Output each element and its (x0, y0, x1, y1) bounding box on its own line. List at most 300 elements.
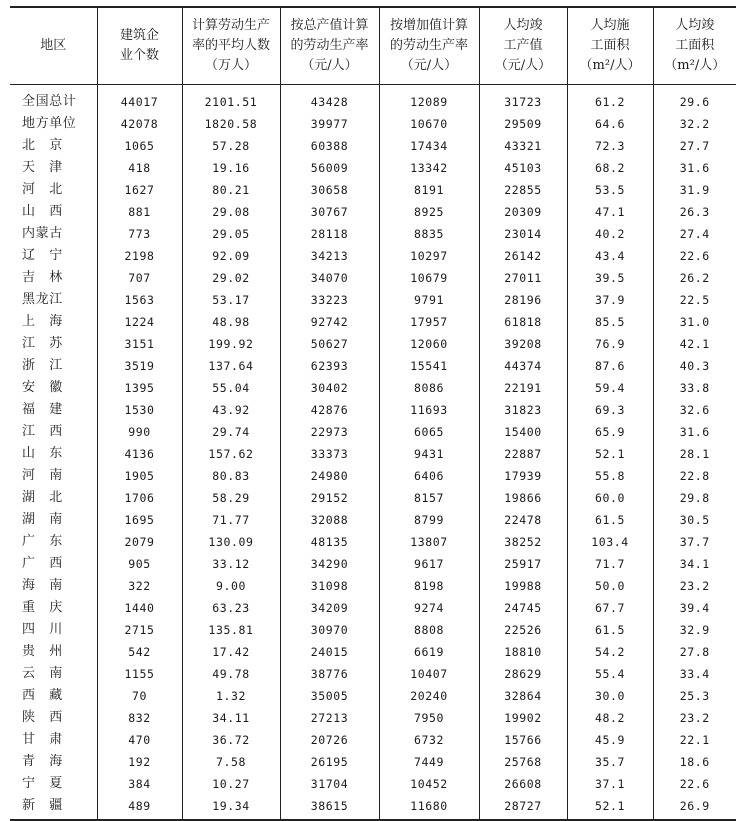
completed-output-cell: 15766 (479, 729, 567, 751)
construction-area-cell: 61.5 (567, 619, 653, 641)
construction-area-cell: 55.8 (567, 465, 653, 487)
region-cell: 湖 北 (22, 489, 63, 505)
avg-workers-cell: 137.64 (182, 355, 280, 377)
region-cell: 地方单位 (22, 115, 77, 131)
enterprise-count-cell: 384 (97, 773, 182, 795)
productivity-value-added-cell: 17957 (379, 311, 479, 333)
construction-area-cell: 47.1 (567, 201, 653, 223)
productivity-value-added-cell: 10407 (379, 663, 479, 685)
productivity-gross-cell: 34070 (280, 267, 379, 289)
productivity-gross-cell: 29152 (280, 487, 379, 509)
productivity-gross-cell: 32088 (280, 509, 379, 531)
table-row (10, 443, 736, 465)
construction-area-cell: 87.6 (567, 355, 653, 377)
completed-area-cell: 27.7 (653, 135, 736, 157)
productivity-gross-cell: 38615 (280, 795, 379, 820)
table-row (10, 113, 736, 135)
construction-area-cell: 103.4 (567, 531, 653, 553)
table-row (10, 553, 736, 575)
completed-output-cell: 25917 (479, 553, 567, 575)
completed-output-cell: 22855 (479, 179, 567, 201)
productivity-value-added-cell: 12089 (379, 84, 479, 113)
region-cell: 安 徽 (22, 379, 63, 395)
productivity-value-added-cell: 9274 (379, 597, 479, 619)
completed-area-cell: 18.6 (653, 751, 736, 773)
construction-area-cell: 54.2 (567, 641, 653, 663)
completed-output-cell: 17939 (479, 465, 567, 487)
completed-output-cell: 28629 (479, 663, 567, 685)
productivity-gross-cell: 24015 (280, 641, 379, 663)
enterprise-count-cell: 542 (97, 641, 182, 663)
construction-area-cell: 52.1 (567, 443, 653, 465)
completed-output-cell: 19902 (479, 707, 567, 729)
table-row (10, 179, 736, 201)
table-row (10, 157, 736, 179)
enterprise-count-cell: 1440 (97, 597, 182, 619)
enterprise-count-cell: 4136 (97, 443, 182, 465)
construction-area-cell: 30.0 (567, 685, 653, 707)
productivity-value-added-cell: 7449 (379, 751, 479, 773)
region-cell: 海 南 (22, 577, 63, 593)
header-completed-output-per-capita: 人均竣 工产值 （元/人） (479, 7, 567, 84)
completed-output-cell: 44374 (479, 355, 567, 377)
avg-workers-cell: 19.34 (182, 795, 280, 820)
productivity-value-added-cell: 8799 (379, 509, 479, 531)
table-row (10, 201, 736, 223)
region-cell: 上 海 (22, 313, 63, 329)
table-row (10, 795, 736, 820)
productivity-gross-cell: 34290 (280, 553, 379, 575)
completed-area-cell: 26.3 (653, 201, 736, 223)
construction-area-cell: 69.3 (567, 399, 653, 421)
region-cell: 广 东 (22, 533, 63, 549)
table-row (10, 773, 736, 795)
enterprise-count-cell: 905 (97, 553, 182, 575)
avg-workers-cell: 199.92 (182, 333, 280, 355)
productivity-value-added-cell: 9431 (379, 443, 479, 465)
avg-workers-cell: 135.81 (182, 619, 280, 641)
productivity-gross-cell: 31098 (280, 575, 379, 597)
productivity-value-added-cell: 6732 (379, 729, 479, 751)
region-cell: 江 西 (22, 423, 63, 439)
avg-workers-cell: 157.62 (182, 443, 280, 465)
avg-workers-cell: 80.21 (182, 179, 280, 201)
construction-area-cell: 37.1 (567, 773, 653, 795)
region-cell: 吉 林 (22, 269, 63, 285)
completed-output-cell: 15400 (479, 421, 567, 443)
enterprise-count-cell: 1695 (97, 509, 182, 531)
enterprise-count-cell: 418 (97, 157, 182, 179)
avg-workers-cell: 1820.58 (182, 113, 280, 135)
table-row (10, 487, 736, 509)
enterprise-count-cell: 470 (97, 729, 182, 751)
construction-area-cell: 55.4 (567, 663, 653, 685)
construction-area-cell: 39.5 (567, 267, 653, 289)
avg-workers-cell: 7.58 (182, 751, 280, 773)
table-row (10, 751, 736, 773)
productivity-gross-cell: 33373 (280, 443, 379, 465)
enterprise-count-cell: 1530 (97, 399, 182, 421)
productivity-value-added-cell: 10670 (379, 113, 479, 135)
productivity-gross-cell: 42876 (280, 399, 379, 421)
table-row (10, 597, 736, 619)
enterprise-count-cell: 1224 (97, 311, 182, 333)
completed-output-cell: 45103 (479, 157, 567, 179)
productivity-gross-cell: 30970 (280, 619, 379, 641)
enterprise-count-cell: 1065 (97, 135, 182, 157)
avg-workers-cell: 2101.51 (182, 84, 280, 113)
productivity-value-added-cell: 8157 (379, 487, 479, 509)
productivity-gross-cell: 56009 (280, 157, 379, 179)
construction-area-cell: 64.6 (567, 113, 653, 135)
productivity-gross-cell: 38776 (280, 663, 379, 685)
completed-area-cell: 22.8 (653, 465, 736, 487)
completed-area-cell: 22.6 (653, 245, 736, 267)
construction-area-cell: 48.2 (567, 707, 653, 729)
productivity-gross-cell: 50627 (280, 333, 379, 355)
avg-workers-cell: 48.98 (182, 311, 280, 333)
productivity-gross-cell: 30658 (280, 179, 379, 201)
table-row (10, 509, 736, 531)
completed-output-cell: 39208 (479, 333, 567, 355)
completed-output-cell: 31723 (479, 84, 567, 113)
enterprise-count-cell: 1706 (97, 487, 182, 509)
construction-area-cell: 40.2 (567, 223, 653, 245)
completed-output-cell: 43321 (479, 135, 567, 157)
enterprise-count-cell: 1627 (97, 179, 182, 201)
productivity-value-added-cell: 10679 (379, 267, 479, 289)
table-row (10, 465, 736, 487)
enterprise-count-cell: 70 (97, 685, 182, 707)
productivity-value-added-cell: 13807 (379, 531, 479, 553)
enterprise-count-cell: 1905 (97, 465, 182, 487)
region-cell: 甘 肃 (22, 731, 63, 747)
productivity-value-added-cell: 8086 (379, 377, 479, 399)
completed-area-cell: 26.9 (653, 795, 736, 820)
table-row (10, 84, 736, 113)
completed-area-cell: 31.6 (653, 157, 736, 179)
enterprise-count-cell: 832 (97, 707, 182, 729)
table-row (10, 289, 736, 311)
table-row (10, 685, 736, 707)
region-cell: 新 疆 (10, 795, 97, 820)
enterprise-count-cell: 773 (97, 223, 182, 245)
completed-output-cell: 22526 (479, 619, 567, 641)
enterprise-count-cell: 322 (97, 575, 182, 597)
enterprise-count-cell: 2198 (97, 245, 182, 267)
completed-area-cell: 32.2 (653, 113, 736, 135)
productivity-value-added-cell: 20240 (379, 685, 479, 707)
productivity-value-added-cell: 8191 (379, 179, 479, 201)
enterprise-count-cell: 990 (97, 421, 182, 443)
productivity-value-added-cell: 12060 (379, 333, 479, 355)
enterprise-count-cell: 3151 (97, 333, 182, 355)
table-row (10, 663, 736, 685)
completed-output-cell: 22887 (479, 443, 567, 465)
construction-area-cell: 61.5 (567, 509, 653, 531)
completed-area-cell: 29.6 (653, 84, 736, 113)
productivity-gross-cell: 24980 (280, 465, 379, 487)
productivity-gross-cell: 34209 (280, 597, 379, 619)
construction-area-cell: 45.9 (567, 729, 653, 751)
completed-output-cell: 20309 (479, 201, 567, 223)
avg-workers-cell: 92.09 (182, 245, 280, 267)
table-row (10, 421, 736, 443)
completed-output-cell: 28196 (479, 289, 567, 311)
productivity-value-added-cell: 9791 (379, 289, 479, 311)
region-cell: 云 南 (22, 665, 63, 681)
enterprise-count-cell: 707 (97, 267, 182, 289)
completed-output-cell: 19866 (479, 487, 567, 509)
productivity-value-added-cell: 11680 (379, 795, 479, 820)
completed-area-cell: 26.2 (653, 267, 736, 289)
table-body (10, 84, 736, 820)
enterprise-count-cell: 42078 (97, 113, 182, 135)
productivity-gross-cell: 22973 (280, 421, 379, 443)
construction-area-cell: 61.2 (567, 84, 653, 113)
completed-area-cell: 30.5 (653, 509, 736, 531)
region-cell: 河 南 (22, 467, 63, 483)
table-row (10, 729, 736, 751)
avg-workers-cell: 43.92 (182, 399, 280, 421)
table-row (10, 135, 736, 157)
construction-area-cell: 35.7 (567, 751, 653, 773)
avg-workers-cell: 34.11 (182, 707, 280, 729)
table-row (10, 267, 736, 289)
productivity-value-added-cell: 8198 (379, 575, 479, 597)
productivity-value-added-cell: 10452 (379, 773, 479, 795)
completed-output-cell: 29509 (479, 113, 567, 135)
completed-output-cell: 38252 (479, 531, 567, 553)
region-cell: 湖 南 (22, 511, 63, 527)
completed-output-cell: 22478 (479, 509, 567, 531)
enterprise-count-cell: 2079 (97, 531, 182, 553)
region-cell: 西 藏 (22, 687, 63, 703)
avg-workers-cell: 57.28 (182, 135, 280, 157)
completed-area-cell: 22.5 (653, 289, 736, 311)
productivity-value-added-cell: 6406 (379, 465, 479, 487)
completed-area-cell: 37.7 (653, 531, 736, 553)
region-cell: 河 北 (22, 181, 63, 197)
construction-area-cell: 53.5 (567, 179, 653, 201)
region-cell: 天 津 (22, 159, 63, 175)
completed-output-cell: 26142 (479, 245, 567, 267)
completed-area-cell: 31.6 (653, 421, 736, 443)
completed-area-cell: 31.0 (653, 311, 736, 333)
header-construction-area-per-capita: 人均施 工面积 （m²/人） (567, 7, 653, 84)
productivity-gross-cell: 34213 (280, 245, 379, 267)
construction-area-cell: 85.5 (567, 311, 653, 333)
completed-area-cell: 31.9 (653, 179, 736, 201)
productivity-gross-cell: 48135 (280, 531, 379, 553)
construction-productivity-table (10, 6, 736, 821)
region-cell: 北 京 (22, 137, 63, 153)
completed-output-cell: 22191 (479, 377, 567, 399)
productivity-gross-cell: 30767 (280, 201, 379, 223)
completed-area-cell: 39.4 (653, 597, 736, 619)
completed-area-cell: 27.8 (653, 641, 736, 663)
construction-area-cell: 65.9 (567, 421, 653, 443)
completed-area-cell: 23.2 (653, 575, 736, 597)
table-row (10, 707, 736, 729)
region-cell: 黑龙江 (22, 291, 63, 307)
table-row (10, 311, 736, 333)
completed-output-cell: 26608 (479, 773, 567, 795)
completed-output-cell: 28727 (479, 795, 567, 820)
enterprise-count-cell: 192 (97, 751, 182, 773)
completed-area-cell: 22.6 (653, 773, 736, 795)
avg-workers-cell: 29.02 (182, 267, 280, 289)
construction-area-cell: 52.1 (567, 795, 653, 820)
enterprise-count-cell: 44017 (97, 84, 182, 113)
header-avg-workers: 计算劳动生产 率的平均人数 （万人） (182, 7, 280, 84)
completed-output-cell: 31823 (479, 399, 567, 421)
region-cell: 陕 西 (22, 709, 63, 725)
enterprise-count-cell: 2715 (97, 619, 182, 641)
avg-workers-cell: 130.09 (182, 531, 280, 553)
productivity-value-added-cell: 8835 (379, 223, 479, 245)
header-completed-area-per-capita: 人均竣 工面积 （m²/人） (653, 7, 736, 84)
completed-area-cell: 29.8 (653, 487, 736, 509)
region-cell: 山 西 (22, 203, 63, 219)
table-row (10, 641, 736, 663)
completed-output-cell: 19988 (479, 575, 567, 597)
productivity-value-added-cell: 10297 (379, 245, 479, 267)
header-productivity-value-added: 按增加值计算 的劳动生产率 （元/人） (379, 7, 479, 84)
completed-output-cell: 61818 (479, 311, 567, 333)
completed-area-cell: 22.1 (653, 729, 736, 751)
construction-area-cell: 43.4 (567, 245, 653, 267)
region-cell: 辽 宁 (22, 247, 63, 263)
avg-workers-cell: 19.16 (182, 157, 280, 179)
enterprise-count-cell: 489 (97, 795, 182, 820)
productivity-value-added-cell: 8925 (379, 201, 479, 223)
avg-workers-cell: 49.78 (182, 663, 280, 685)
completed-area-cell: 33.8 (653, 377, 736, 399)
table-row (10, 355, 736, 377)
enterprise-count-cell: 881 (97, 201, 182, 223)
region-cell: 内蒙古 (22, 225, 63, 241)
construction-area-cell: 50.0 (567, 575, 653, 597)
enterprise-count-cell: 1395 (97, 377, 182, 399)
region-cell: 全国总计 (22, 93, 77, 109)
table-row (10, 333, 736, 355)
productivity-gross-cell: 35005 (280, 685, 379, 707)
productivity-value-added-cell: 11693 (379, 399, 479, 421)
avg-workers-cell: 29.74 (182, 421, 280, 443)
table-header (10, 7, 736, 84)
header-row (10, 7, 736, 84)
region-cell: 江 苏 (22, 335, 63, 351)
productivity-gross-cell: 31704 (280, 773, 379, 795)
construction-area-cell: 67.7 (567, 597, 653, 619)
productivity-gross-cell: 39977 (280, 113, 379, 135)
productivity-gross-cell: 43428 (280, 84, 379, 113)
completed-output-cell: 18810 (479, 641, 567, 663)
completed-area-cell: 42.1 (653, 333, 736, 355)
avg-workers-cell: 53.17 (182, 289, 280, 311)
construction-area-cell: 59.4 (567, 377, 653, 399)
avg-workers-cell: 80.83 (182, 465, 280, 487)
productivity-value-added-cell: 15541 (379, 355, 479, 377)
avg-workers-cell: 55.04 (182, 377, 280, 399)
completed-area-cell: 34.1 (653, 553, 736, 575)
avg-workers-cell: 58.29 (182, 487, 280, 509)
region-cell: 宁 夏 (22, 775, 63, 791)
avg-workers-cell: 29.08 (182, 201, 280, 223)
avg-workers-cell: 71.77 (182, 509, 280, 531)
table-row (10, 223, 736, 245)
productivity-gross-cell: 28118 (280, 223, 379, 245)
productivity-gross-cell: 62393 (280, 355, 379, 377)
enterprise-count-cell: 1155 (97, 663, 182, 685)
construction-area-cell: 71.7 (567, 553, 653, 575)
region-cell: 浙 江 (22, 357, 63, 373)
productivity-gross-cell: 33223 (280, 289, 379, 311)
completed-area-cell: 40.3 (653, 355, 736, 377)
table-row (10, 377, 736, 399)
avg-workers-cell: 9.00 (182, 575, 280, 597)
completed-output-cell: 25768 (479, 751, 567, 773)
construction-area-cell: 76.9 (567, 333, 653, 355)
enterprise-count-cell: 1563 (97, 289, 182, 311)
productivity-value-added-cell: 8808 (379, 619, 479, 641)
productivity-value-added-cell: 6065 (379, 421, 479, 443)
table-row (10, 531, 736, 553)
completed-output-cell: 32864 (479, 685, 567, 707)
region-cell: 青 海 (22, 753, 63, 769)
enterprise-count-cell: 3519 (97, 355, 182, 377)
completed-area-cell: 32.9 (653, 619, 736, 641)
avg-workers-cell: 10.27 (182, 773, 280, 795)
productivity-value-added-cell: 6619 (379, 641, 479, 663)
completed-area-cell: 28.1 (653, 443, 736, 465)
region-cell: 贵 州 (22, 643, 63, 659)
table-row (10, 619, 736, 641)
construction-area-cell: 68.2 (567, 157, 653, 179)
avg-workers-cell: 33.12 (182, 553, 280, 575)
productivity-value-added-cell: 9617 (379, 553, 479, 575)
completed-area-cell: 25.3 (653, 685, 736, 707)
avg-workers-cell: 29.05 (182, 223, 280, 245)
table-row (10, 245, 736, 267)
construction-area-cell: 72.3 (567, 135, 653, 157)
region-cell: 重 庆 (22, 599, 63, 615)
header-enterprise-count: 建筑企 业个数 (97, 7, 182, 84)
header-productivity-gross-output: 按总产值计算 的劳动生产率 （元/人） (280, 7, 379, 84)
region-cell: 四 川 (22, 621, 63, 637)
avg-workers-cell: 63.23 (182, 597, 280, 619)
header-region: 地区 (10, 7, 97, 84)
table-row (10, 399, 736, 421)
productivity-gross-cell: 27213 (280, 707, 379, 729)
avg-workers-cell: 1.32 (182, 685, 280, 707)
productivity-gross-cell: 60388 (280, 135, 379, 157)
completed-area-cell: 27.4 (653, 223, 736, 245)
table-row (10, 575, 736, 597)
construction-area-cell: 60.0 (567, 487, 653, 509)
avg-workers-cell: 36.72 (182, 729, 280, 751)
productivity-gross-cell: 20726 (280, 729, 379, 751)
completed-output-cell: 27011 (479, 267, 567, 289)
completed-area-cell: 32.6 (653, 399, 736, 421)
construction-area-cell: 37.9 (567, 289, 653, 311)
productivity-gross-cell: 30402 (280, 377, 379, 399)
productivity-value-added-cell: 7950 (379, 707, 479, 729)
productivity-gross-cell: 26195 (280, 751, 379, 773)
completed-output-cell: 24745 (479, 597, 567, 619)
productivity-value-added-cell: 13342 (379, 157, 479, 179)
